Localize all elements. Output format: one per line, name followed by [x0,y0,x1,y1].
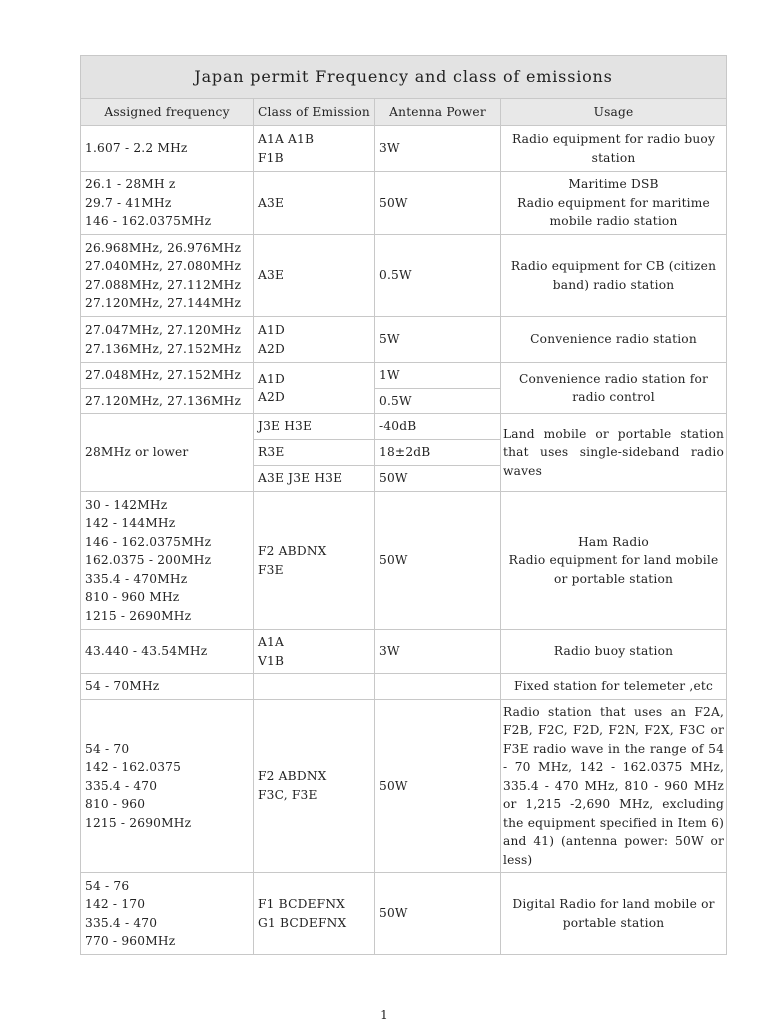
class-cell: A3E [254,235,375,317]
class-cell: A3E [254,172,375,235]
class-cell: A1D A2D [254,363,375,414]
table-row [81,317,727,363]
table-row [81,414,727,440]
usage-cell: Maritime DSB Radio equipment for maritime mobile radio station [501,172,727,235]
class-cell: F2 ABDNX F3C, F3E [254,699,375,873]
freq-cell: 54 - 76 142 - 170 335.4 - 470 770 - 960MHz [81,873,254,955]
usage-cell: Radio equipment for CB (citizen band) radio station [501,235,727,317]
usage-cell: Radio buoy station [501,630,727,674]
class-cell: A3E J3E H3E [254,466,375,492]
freq-cell: 26.1 - 28MH z 29.7 - 41MHz 146 - 162.0375MHz [81,172,254,235]
table-row [81,699,727,873]
class-cell: A1A V1B [254,630,375,674]
power-cell: 3W [375,126,501,172]
class-cell: J3E H3E [254,414,375,440]
power-cell: 1W [375,363,501,389]
table-row [81,492,727,630]
freq-cell: 54 - 70 142 - 162.0375 335.4 - 470 810 - 960 1215 - 2690MHz [81,699,254,873]
freq-cell: 54 - 70MHz [81,674,254,700]
usage-cell: Convenience radio station [501,317,727,363]
header-frequency: Assigned frequency [81,99,254,126]
header-class: Class of Emission [254,99,375,126]
freq-cell: 27.120MHz, 27.136MHz [81,388,254,414]
title-row [81,56,727,99]
power-cell: 3W [375,630,501,674]
power-cell: 0.5W [375,235,501,317]
table-title: Japan permit Frequency and class of emissions [81,56,727,99]
usage-cell: Land mobile or portable station that uses single-sideband radio waves [501,414,727,492]
frequency-table [80,55,727,955]
power-cell: 18±2dB [375,440,501,466]
header-power: Antenna Power [375,99,501,126]
table-row [81,674,727,700]
class-cell: F1 BCDEFNX G1 BCDEFNX [254,873,375,955]
power-cell: 50W [375,172,501,235]
class-cell: F2 ABDNX F3E [254,492,375,630]
table-row [81,172,727,235]
freq-cell: 26.968MHz, 26.976MHz 27.040MHz, 27.080MHz 27.088MHz, 27.112MHz 27.120MHz, 27.144MHz [81,235,254,317]
freq-cell: 30 - 142MHz 142 - 144MHz 146 - 162.0375MHz 162.0375 - 200MHz 335.4 - 470MHz 810 - 960 MHz 1215 - 2690MHz [81,492,254,630]
power-cell: 50W [375,492,501,630]
usage-cell: Radio equipment for radio buoy station [501,126,727,172]
usage-cell: Convenience radio station for radio control [501,363,727,414]
usage-cell: Ham Radio Radio equipment for land mobile or portable station [501,492,727,630]
table-row [81,873,727,955]
freq-cell: 27.047MHz, 27.120MHz 27.136MHz, 27.152MHz [81,317,254,363]
power-cell: 50W [375,873,501,955]
table-row [81,235,727,317]
class-cell: R3E [254,440,375,466]
frequency-table-wrapper [80,55,726,955]
header-usage: Usage [501,99,727,126]
usage-cell: Digital Radio for land mobile or portable station [501,873,727,955]
power-cell: 5W [375,317,501,363]
table-row [81,630,727,674]
power-cell: 0.5W [375,388,501,414]
table-row [81,126,727,172]
class-cell: A1A A1B F1B [254,126,375,172]
class-cell: A1D A2D [254,317,375,363]
power-cell: -40dB [375,414,501,440]
page-number: 1 [380,1008,388,1022]
class-cell [254,674,375,700]
table-row [81,363,727,389]
freq-cell: 28MHz or lower [81,414,254,492]
power-cell: 50W [375,699,501,873]
usage-cell: Radio station that uses an F2A, F2B, F2C, F2D, F2N, F2X, F3C or F3E radio wave in the range of 54 - 70 MHz, 142 - 162.0375 MHz, 335.4 - 470 MHz, 810 - 960 MHz or 1,215 -2,690 MHz, excluding the equipment specified in Item 6) and 41) (antenna power: 50W or less) [501,699,727,873]
power-cell: 50W [375,466,501,492]
freq-cell: 43.440 - 43.54MHz [81,630,254,674]
usage-cell: Fixed station for telemeter ,etc [501,674,727,700]
freq-cell: 1.607 - 2.2 MHz [81,126,254,172]
freq-cell: 27.048MHz, 27.152MHz [81,363,254,389]
power-cell [375,674,501,700]
header-row [81,99,727,126]
